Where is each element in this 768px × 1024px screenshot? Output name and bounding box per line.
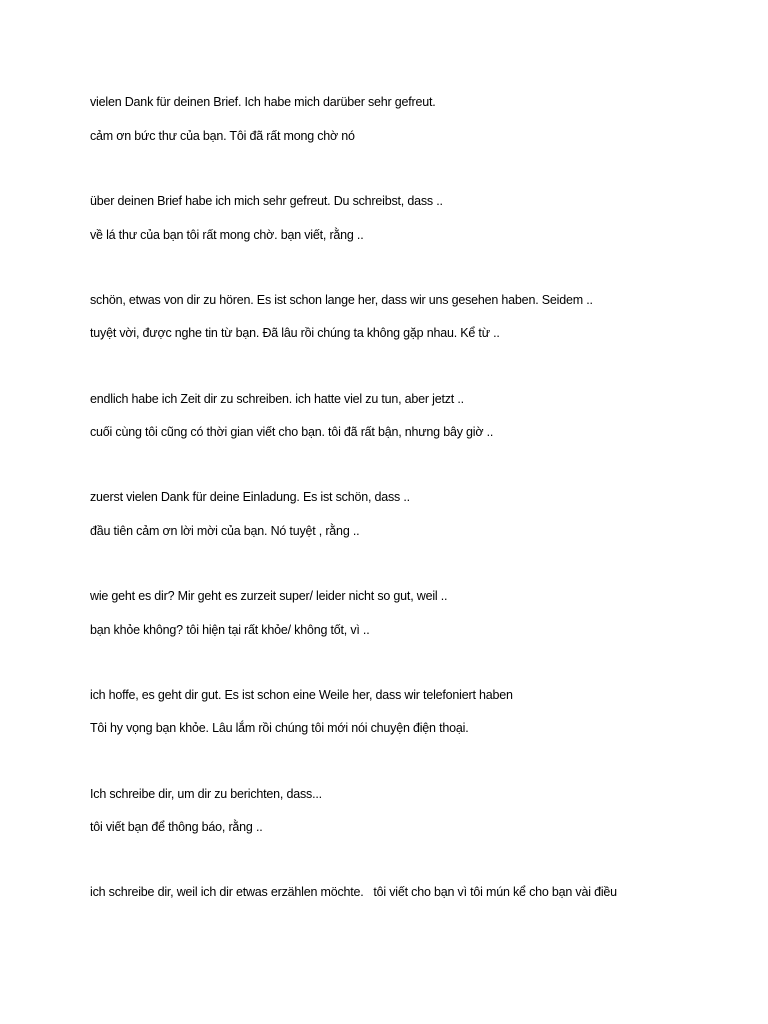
vietnamese-line-3: tuyệt vời, được nghe tin từ bạn. Đã lâu rồi chúng ta không gặp nhau. Kể từ .. — [90, 326, 500, 340]
german-line-6: wie geht es dir? Mir geht es zurzeit super/ leider nicht so gut, weil .. — [90, 589, 448, 603]
vietnamese-line-4: cuối cùng tôi cũng có thời gian viết cho bạn. tôi đã rất bận, nhưng bây giờ .. — [90, 425, 494, 439]
vietnamese-line-1: cảm ơn bức thư của bạn. Tôi đã rất mong chờ nó — [90, 129, 355, 143]
bilingual-line-9: ich schreibe dir, weil ich dir etwas erzählen möchte. tôi viết cho bạn vì tôi mún kể cho bạn vài điều — [90, 885, 617, 899]
german-line-3: schön, etwas von dir zu hören. Es ist schon lange her, dass wir uns gesehen haben. Seidem .. — [90, 293, 593, 307]
german-line-1: vielen Dank für deinen Brief. Ich habe mich darüber sehr gefreut. — [90, 95, 436, 109]
vietnamese-line-7: Tôi hy vọng bạn khỏe. Lâu lắm rồi chúng tôi mới nói chuyện điện thoại. — [90, 721, 469, 735]
german-line-7: ich hoffe, es geht dir gut. Es ist schon eine Weile her, dass wir telefoniert haben — [90, 688, 513, 702]
german-line-2: über deinen Brief habe ich mich sehr gefreut. Du schreibst, dass .. — [90, 194, 443, 208]
german-line-5: zuerst vielen Dank für deine Einladung. Es ist schön, dass .. — [90, 490, 410, 504]
german-line-8: Ich schreibe dir, um dir zu berichten, dass... — [90, 787, 322, 801]
vietnamese-line-8: tôi viết bạn để thông báo, rằng .. — [90, 820, 263, 834]
vietnamese-line-2: về lá thư của bạn tôi rất mong chờ. bạn viết, rằng .. — [90, 228, 364, 242]
vietnamese-line-6: bạn khỏe không? tôi hiện tại rất khỏe/ không tốt, vì .. — [90, 623, 370, 637]
vietnamese-line-5: đầu tiên cảm ơn lời mời của bạn. Nó tuyệt , rằng .. — [90, 524, 360, 538]
german-line-4: endlich habe ich Zeit dir zu schreiben. ich hatte viel zu tun, aber jetzt .. — [90, 392, 464, 406]
